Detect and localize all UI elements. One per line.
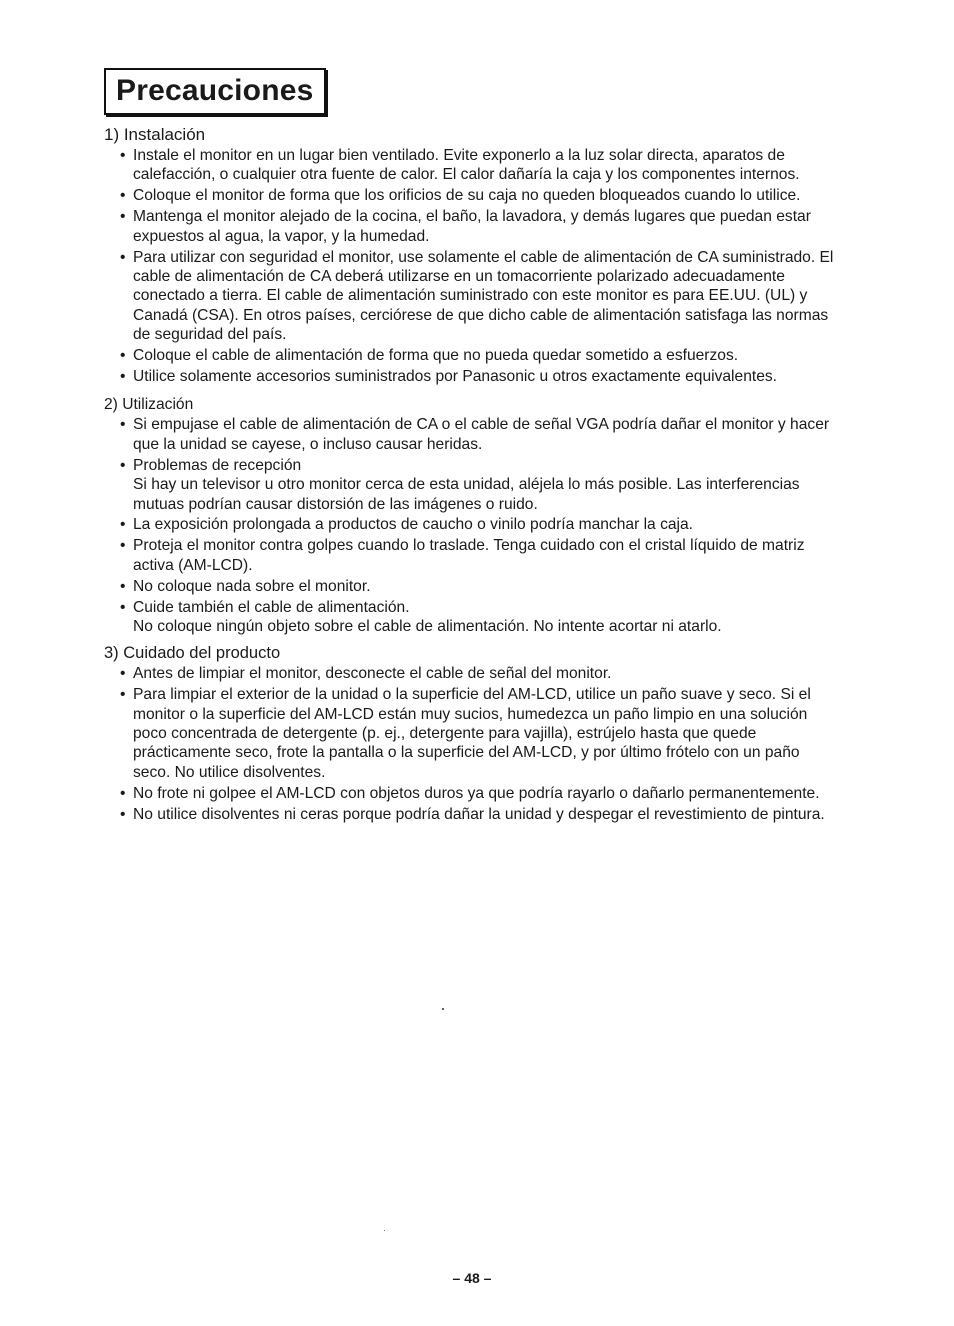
list-item bbox=[120, 685, 840, 782]
list-item-text: Para utilizar con seguridad el monitor, use solamente el cable de alimentación de CA suministrado. El cable de alimentación de CA deberá utilizarse en un tomacorriente polarizado adecuadamente conectado a tierra. El cable de alimentación suministrado con este monitor es para EE.UU. (UL) y Canadá (CSA). En otros países, cerciórese de que dicho cable de alimentación satisfaga las normas de seguridad del país. bbox=[133, 248, 834, 344]
list-item-text: No frote ni golpee el AM-LCD con objetos duros ya que podría rayarlo o dañarlo permanentemente. bbox=[133, 784, 820, 802]
list-item bbox=[120, 346, 840, 365]
section-cuidado bbox=[100, 642, 840, 824]
list-item bbox=[120, 186, 840, 205]
list-item bbox=[120, 536, 840, 575]
page-number: – 48 – bbox=[452, 1270, 492, 1286]
list-item bbox=[120, 598, 840, 637]
list-item-text: Coloque el monitor de forma que los orificios de su caja no queden bloqueados cuando lo utilice. bbox=[133, 187, 801, 205]
list-item-subtext: No coloque ningún objeto sobre el cable de alimentación. No intente acortar ni atarlo. bbox=[133, 617, 722, 635]
list-item-text: No utilice disolventes ni ceras porque podría dañar la unidad y despegar el revestimiento de pintura. bbox=[133, 805, 825, 823]
section-heading: 1) Instalación bbox=[104, 125, 206, 144]
list-item-text: Cuide también el cable de alimentación. bbox=[133, 598, 410, 616]
page-title-box bbox=[104, 68, 326, 115]
page-title: Precauciones bbox=[116, 74, 314, 107]
list-item bbox=[120, 805, 840, 824]
list-item bbox=[120, 415, 840, 454]
list-item bbox=[120, 515, 840, 534]
list-item-text: No coloque nada sobre el monitor. bbox=[133, 577, 371, 595]
list-item-text: Proteja el monitor contra golpes cuando lo traslade. Tenga cuidado con el cristal líquido de matriz activa (AM-LCD). bbox=[133, 537, 805, 574]
list-item bbox=[120, 577, 840, 596]
list-item-text: Mantenga el monitor alejado de la cocina, el baño, la lavadora, y demás lugares que puedan estar expuestos al agua, la vapor, y la humedad. bbox=[133, 208, 811, 245]
list-item bbox=[120, 456, 840, 514]
section-heading: 2) Utilización bbox=[104, 396, 194, 414]
page-content bbox=[100, 124, 840, 826]
scan-speck bbox=[384, 1230, 385, 1231]
bullet-list bbox=[100, 664, 840, 824]
list-item bbox=[120, 367, 840, 386]
list-item bbox=[120, 146, 840, 185]
list-item-text: Utilice solamente accesorios suministrados por Panasonic u otros exactamente equivalentes. bbox=[133, 367, 778, 385]
section-heading: 3) Cuidado del producto bbox=[104, 644, 281, 663]
list-item bbox=[120, 207, 840, 246]
list-item-subtext: Si hay un televisor u otro monitor cerca de esta unidad, aléjela lo más posible. Las interferencias mutuas podrían causar distorsión de las imágenes o ruido. bbox=[133, 476, 800, 513]
section-instalacion bbox=[100, 124, 840, 386]
list-item-text: Instale el monitor en un lugar bien ventilado. Evite exponerlo a la luz solar directa, aparatos de calefacción, o cualquier otra fuente de calor. El calor dañaría la caja y los componentes internos. bbox=[133, 147, 800, 184]
list-item-text: Si empujase el cable de alimentación de CA o el cable de señal VGA podría dañar el monitor y hacer que la unidad se cayese, o incluso causar heridas. bbox=[133, 416, 830, 453]
list-item-text: Antes de limpiar el monitor, desconecte el cable de señal del monitor. bbox=[133, 665, 612, 683]
bullet-list bbox=[100, 415, 840, 636]
bullet-list bbox=[100, 146, 840, 386]
list-item-text: Para limpiar el exterior de la unidad o la superficie del AM-LCD, utilice un paño suave y seco. Si el monitor o la superficie del AM-LCD están muy sucios, humedezca un paño limpio en una solución poco concentrada de detergente (p. ej., detergente para vajilla), estrújelo hasta que quede prácticamente seco, frote la pantalla o la superficie del AM-LCD, y por último frótelo con un paño seco. No utilice disolventes. bbox=[133, 686, 811, 781]
list-item bbox=[120, 248, 840, 345]
list-item bbox=[120, 664, 840, 683]
section-utilizacion bbox=[100, 395, 840, 636]
list-item-text: Problemas de recepción bbox=[133, 456, 302, 474]
list-item-text: Coloque el cable de alimentación de forma que no pueda quedar sometido a esfuerzos. bbox=[133, 347, 739, 365]
list-item-text: La exposición prolongada a productos de caucho o vinilo podría manchar la caja. bbox=[133, 516, 694, 534]
scan-speck bbox=[442, 1008, 444, 1010]
list-item bbox=[120, 784, 840, 803]
